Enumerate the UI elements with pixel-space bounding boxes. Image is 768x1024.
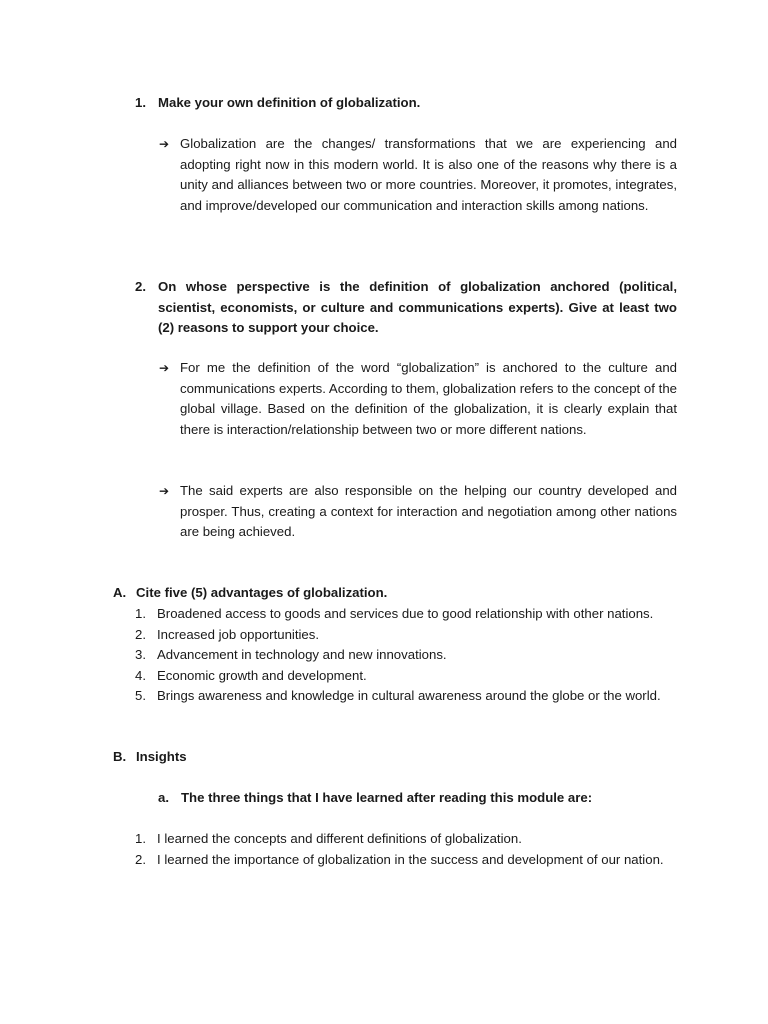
list-item-text: Brings awareness and knowledge in cultural awareness around the globe or the world. <box>157 688 661 703</box>
question-2 <box>135 277 677 339</box>
section-a-heading <box>113 583 677 604</box>
answer-bullet <box>159 134 677 216</box>
list-item-text: Economic growth and development. <box>157 667 367 683</box>
question-number: 1. <box>135 95 146 110</box>
insights-subheading <box>158 788 677 809</box>
section-letter: A. <box>113 585 127 600</box>
question-1 <box>135 93 680 114</box>
list-item <box>135 666 677 687</box>
list-item-number: 1. <box>135 831 146 846</box>
list-item-text: Increased job opportunities. <box>157 626 320 642</box>
list-item-text: I learned the concepts and different definitions of globalization. <box>157 831 522 846</box>
list-item <box>135 829 677 850</box>
section-title: Insights <box>136 749 187 764</box>
arrow-bullet-icon: ➔ <box>159 484 170 498</box>
learned-list <box>135 829 677 870</box>
advantages-list <box>135 604 677 707</box>
list-item-number: 5. <box>135 688 146 703</box>
list-item-text: Advancement in technology and new innovations. <box>157 647 447 662</box>
section-title: Cite five (5) advantages of globalization. <box>136 585 388 600</box>
answer-bullet <box>159 481 677 543</box>
list-item-number: 4. <box>135 667 146 683</box>
list-item <box>135 625 677 646</box>
question-text: On whose perspective is the definition of globalization anchored (political, scientist, economists, or culture and communications experts). Give at least two (2) reasons to support your choice. <box>158 279 677 335</box>
list-item-number: 1. <box>135 606 146 621</box>
list-item-number: 2. <box>135 626 146 642</box>
list-item-text: I learned the importance of globalization in the success and development of our nation. <box>157 851 664 867</box>
list-item-text: Broadened access to goods and services due to good relationship with other nations. <box>157 606 654 621</box>
list-item <box>135 686 677 707</box>
list-item <box>135 604 677 625</box>
answer-text: Globalization are the changes/ transformations that we are experiencing and adopting right now in this modern world. It is also one of the reasons why there is a unity and alliances between two or more countries. Moreover, it promotes, integrates, and improve/developed our communication and interaction skills among nations. <box>180 136 677 213</box>
answer-text: For me the definition of the word “globalization” is anchored to the culture and communications experts. According to them, globalization refers to the concept of the global village. Based on the definition of the globalization, it is clearly explain that there is interaction/relationship between two or more different nations. <box>180 360 677 437</box>
sub-letter: a. <box>158 790 169 805</box>
answer-text: The said experts are also responsible on the helping our country developed and prosper. Thus, creating a context for interaction and negotiation among other nations are being achieved. <box>180 483 677 539</box>
section-letter: B. <box>113 749 127 764</box>
list-item-number: 3. <box>135 647 146 662</box>
list-item-number: 2. <box>135 851 146 867</box>
list-item <box>135 645 677 666</box>
answer-bullet <box>159 358 677 440</box>
section-b-heading <box>113 747 677 768</box>
arrow-bullet-icon: ➔ <box>159 361 170 375</box>
sub-title: The three things that I have learned after reading this module are: <box>181 790 593 805</box>
question-text: Make your own definition of globalization. <box>158 95 421 110</box>
question-number: 2. <box>135 279 146 294</box>
arrow-bullet-icon: ➔ <box>159 137 170 151</box>
list-item <box>135 850 677 871</box>
